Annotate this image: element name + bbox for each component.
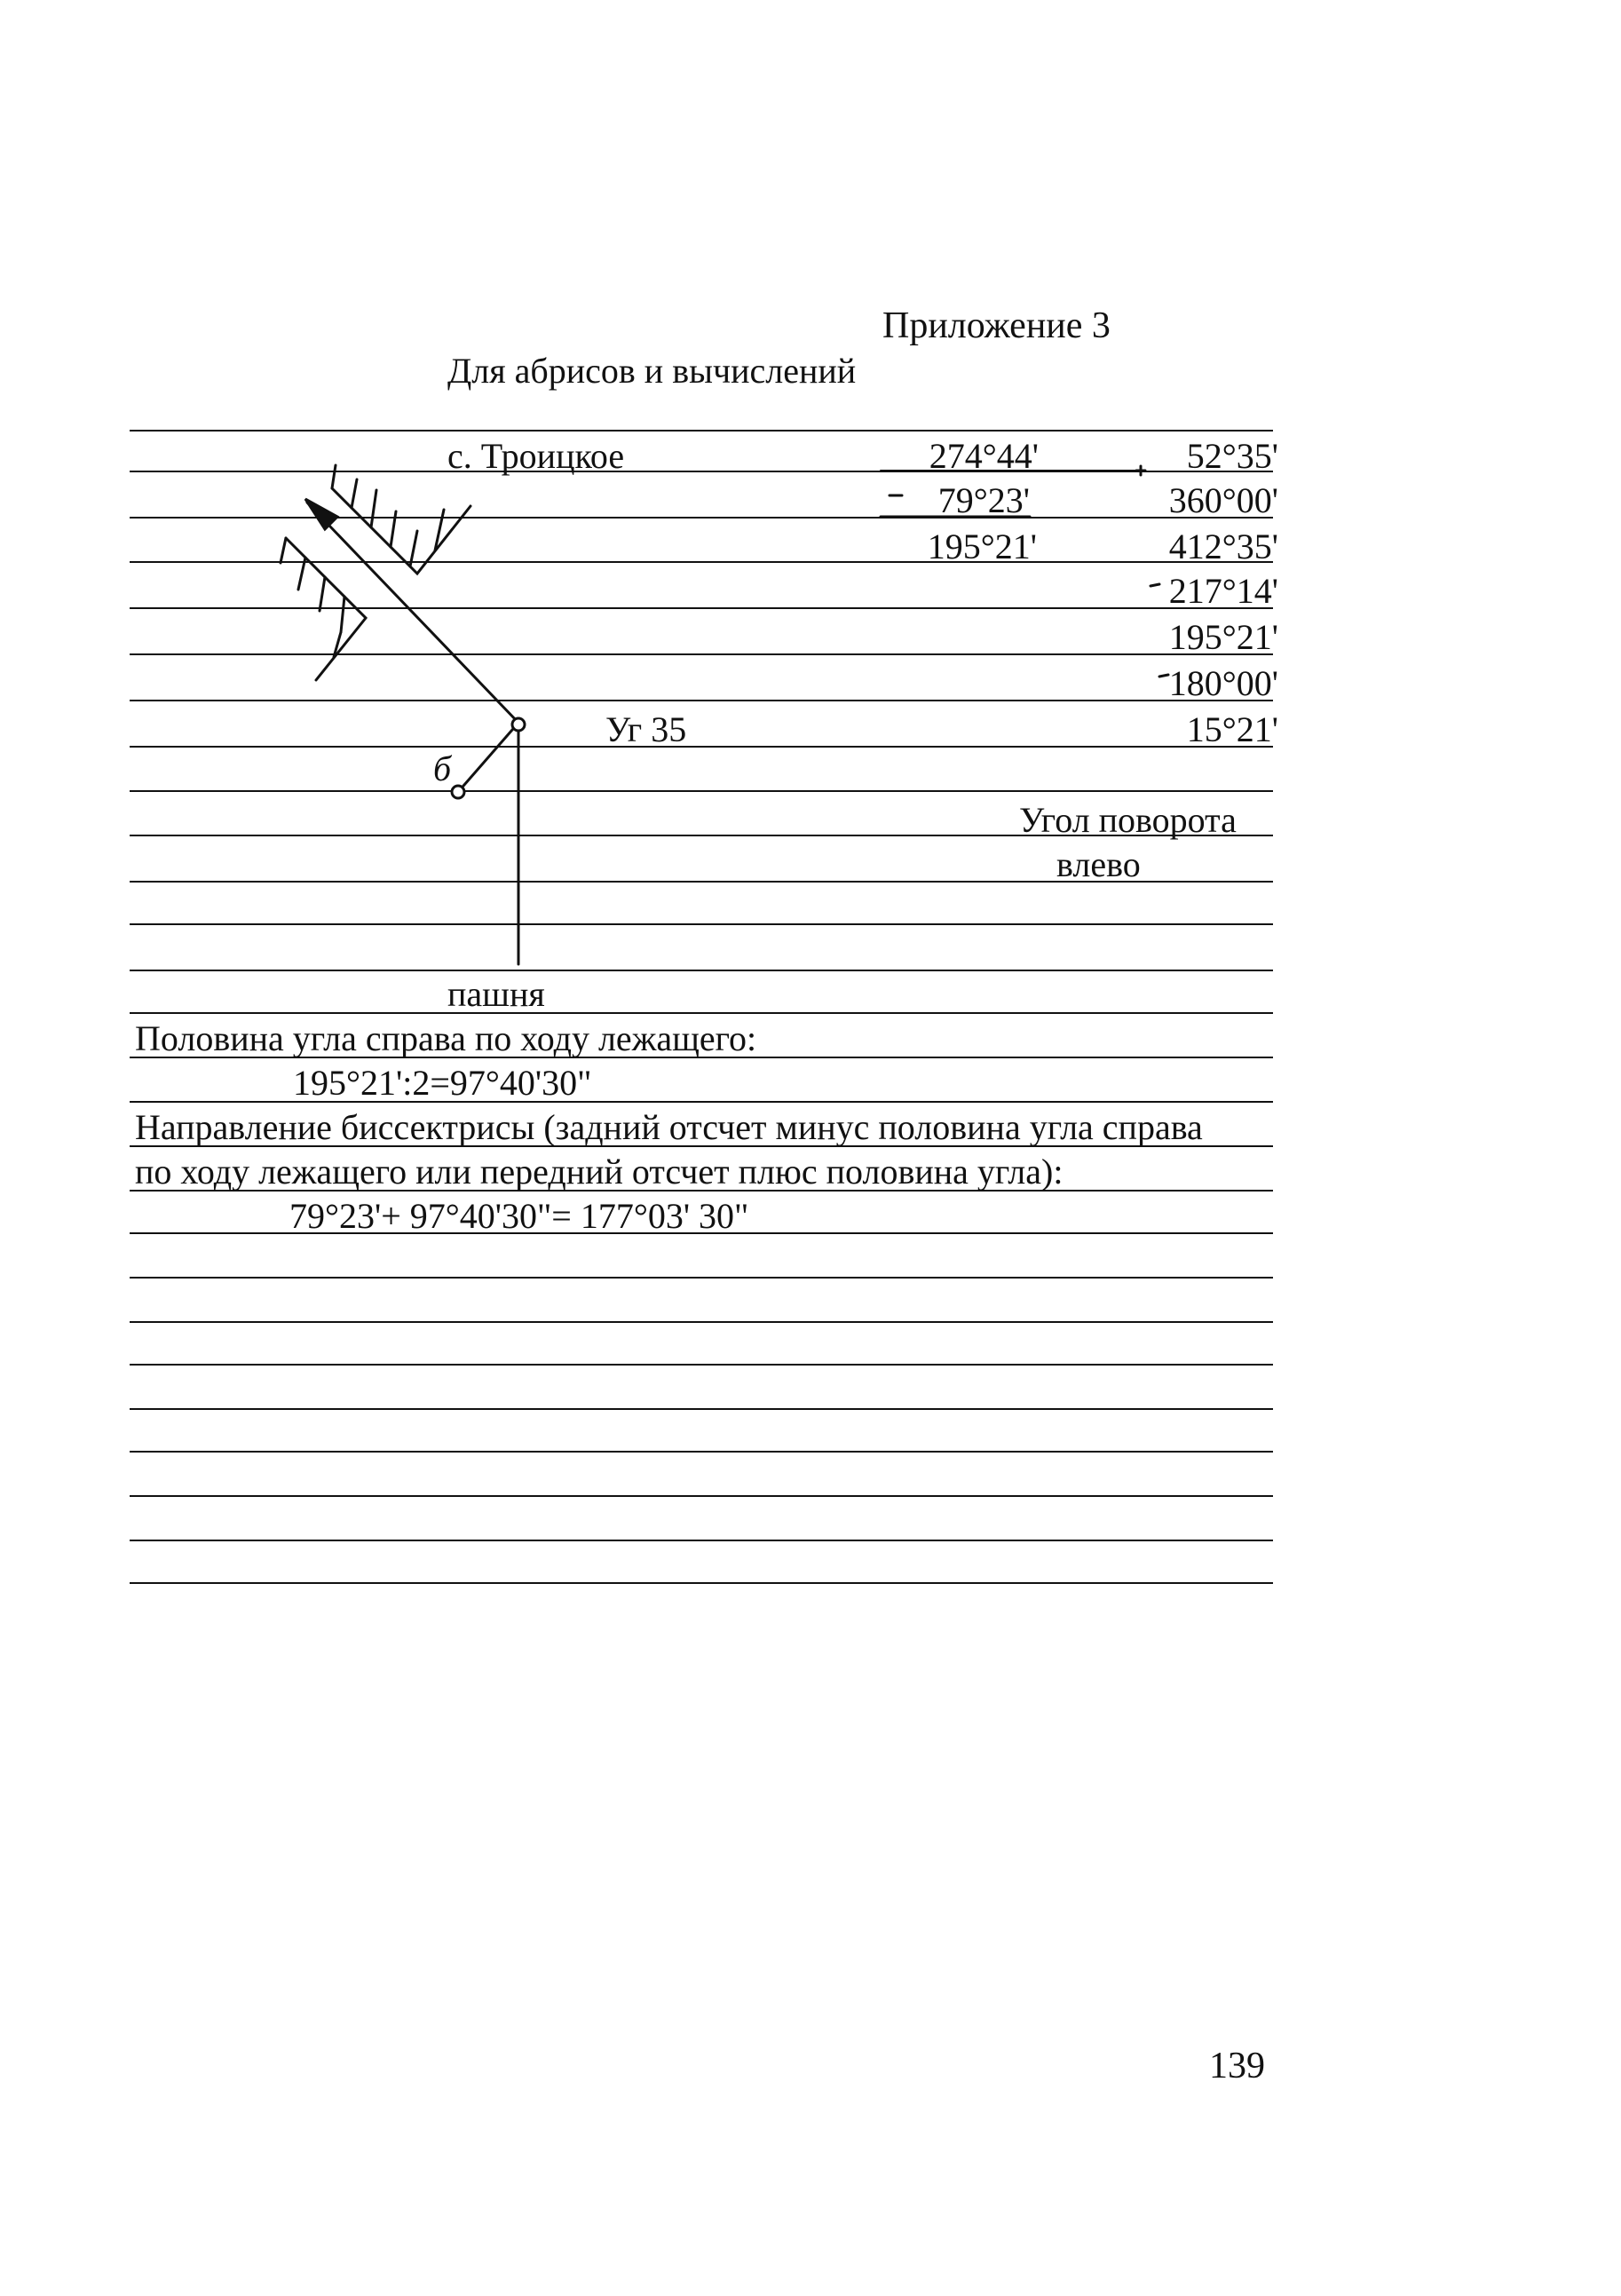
hatch (391, 511, 396, 547)
point-b-icon (452, 786, 464, 798)
calc-right-value: 15°21' (1186, 709, 1278, 749)
hatch (371, 490, 376, 527)
calc-right-value: 180°00' (1168, 663, 1278, 703)
calc-left-value: 274°44' (929, 436, 1039, 476)
point-b-label: б (433, 748, 452, 788)
calc-right-value: 360°00' (1168, 480, 1278, 520)
bisector-line-1: Направление биссектрисы (задний отсчет минус половина угла справа (135, 1107, 1203, 1147)
station-point-icon (512, 718, 525, 731)
traverse-line-north (307, 503, 518, 723)
half-angle-label: Половина угла справа по ходу лежащего: (135, 1018, 757, 1058)
hatch (352, 479, 357, 508)
hatch (410, 531, 417, 566)
village-label: с. Троицкое (447, 436, 625, 476)
boundary-lower (286, 538, 366, 680)
half-angle-formula: 195°21':2=97°40'30" (293, 1063, 592, 1103)
hatch (341, 597, 344, 632)
calc-right-value: 52°35' (1186, 436, 1278, 476)
calc-left-value: 79°23' (937, 480, 1030, 520)
turn-note-line2: влево (1056, 844, 1141, 884)
arrow-head-icon (305, 499, 337, 529)
turn-note-line1: Угол поворота (1019, 800, 1237, 840)
hatch (332, 465, 336, 488)
page-subtitle: Для абрисов и вычислений (447, 351, 857, 391)
calc-right-value: 195°21' (1168, 617, 1278, 657)
calc-right-value: 412°35' (1168, 526, 1278, 566)
appendix-number: Приложение 3 (882, 305, 1111, 346)
station-label: Уг 35 (605, 709, 687, 749)
traverse-line-b (458, 723, 518, 792)
hatch (298, 558, 305, 590)
bisector-formula: 79°23'+ 97°40'30"= 177°03' 30" (289, 1196, 749, 1236)
field-label: пашня (447, 974, 545, 1014)
hatch (281, 538, 286, 563)
calc-left-value: 195°21' (927, 526, 1037, 566)
bisector-line-2: по ходу лежащего или передний отсчет плюс половина угла): (135, 1152, 1064, 1192)
hatch (320, 577, 325, 611)
calc-right-value: 217°14' (1168, 571, 1278, 611)
page-number: 139 (1209, 2046, 1265, 2086)
